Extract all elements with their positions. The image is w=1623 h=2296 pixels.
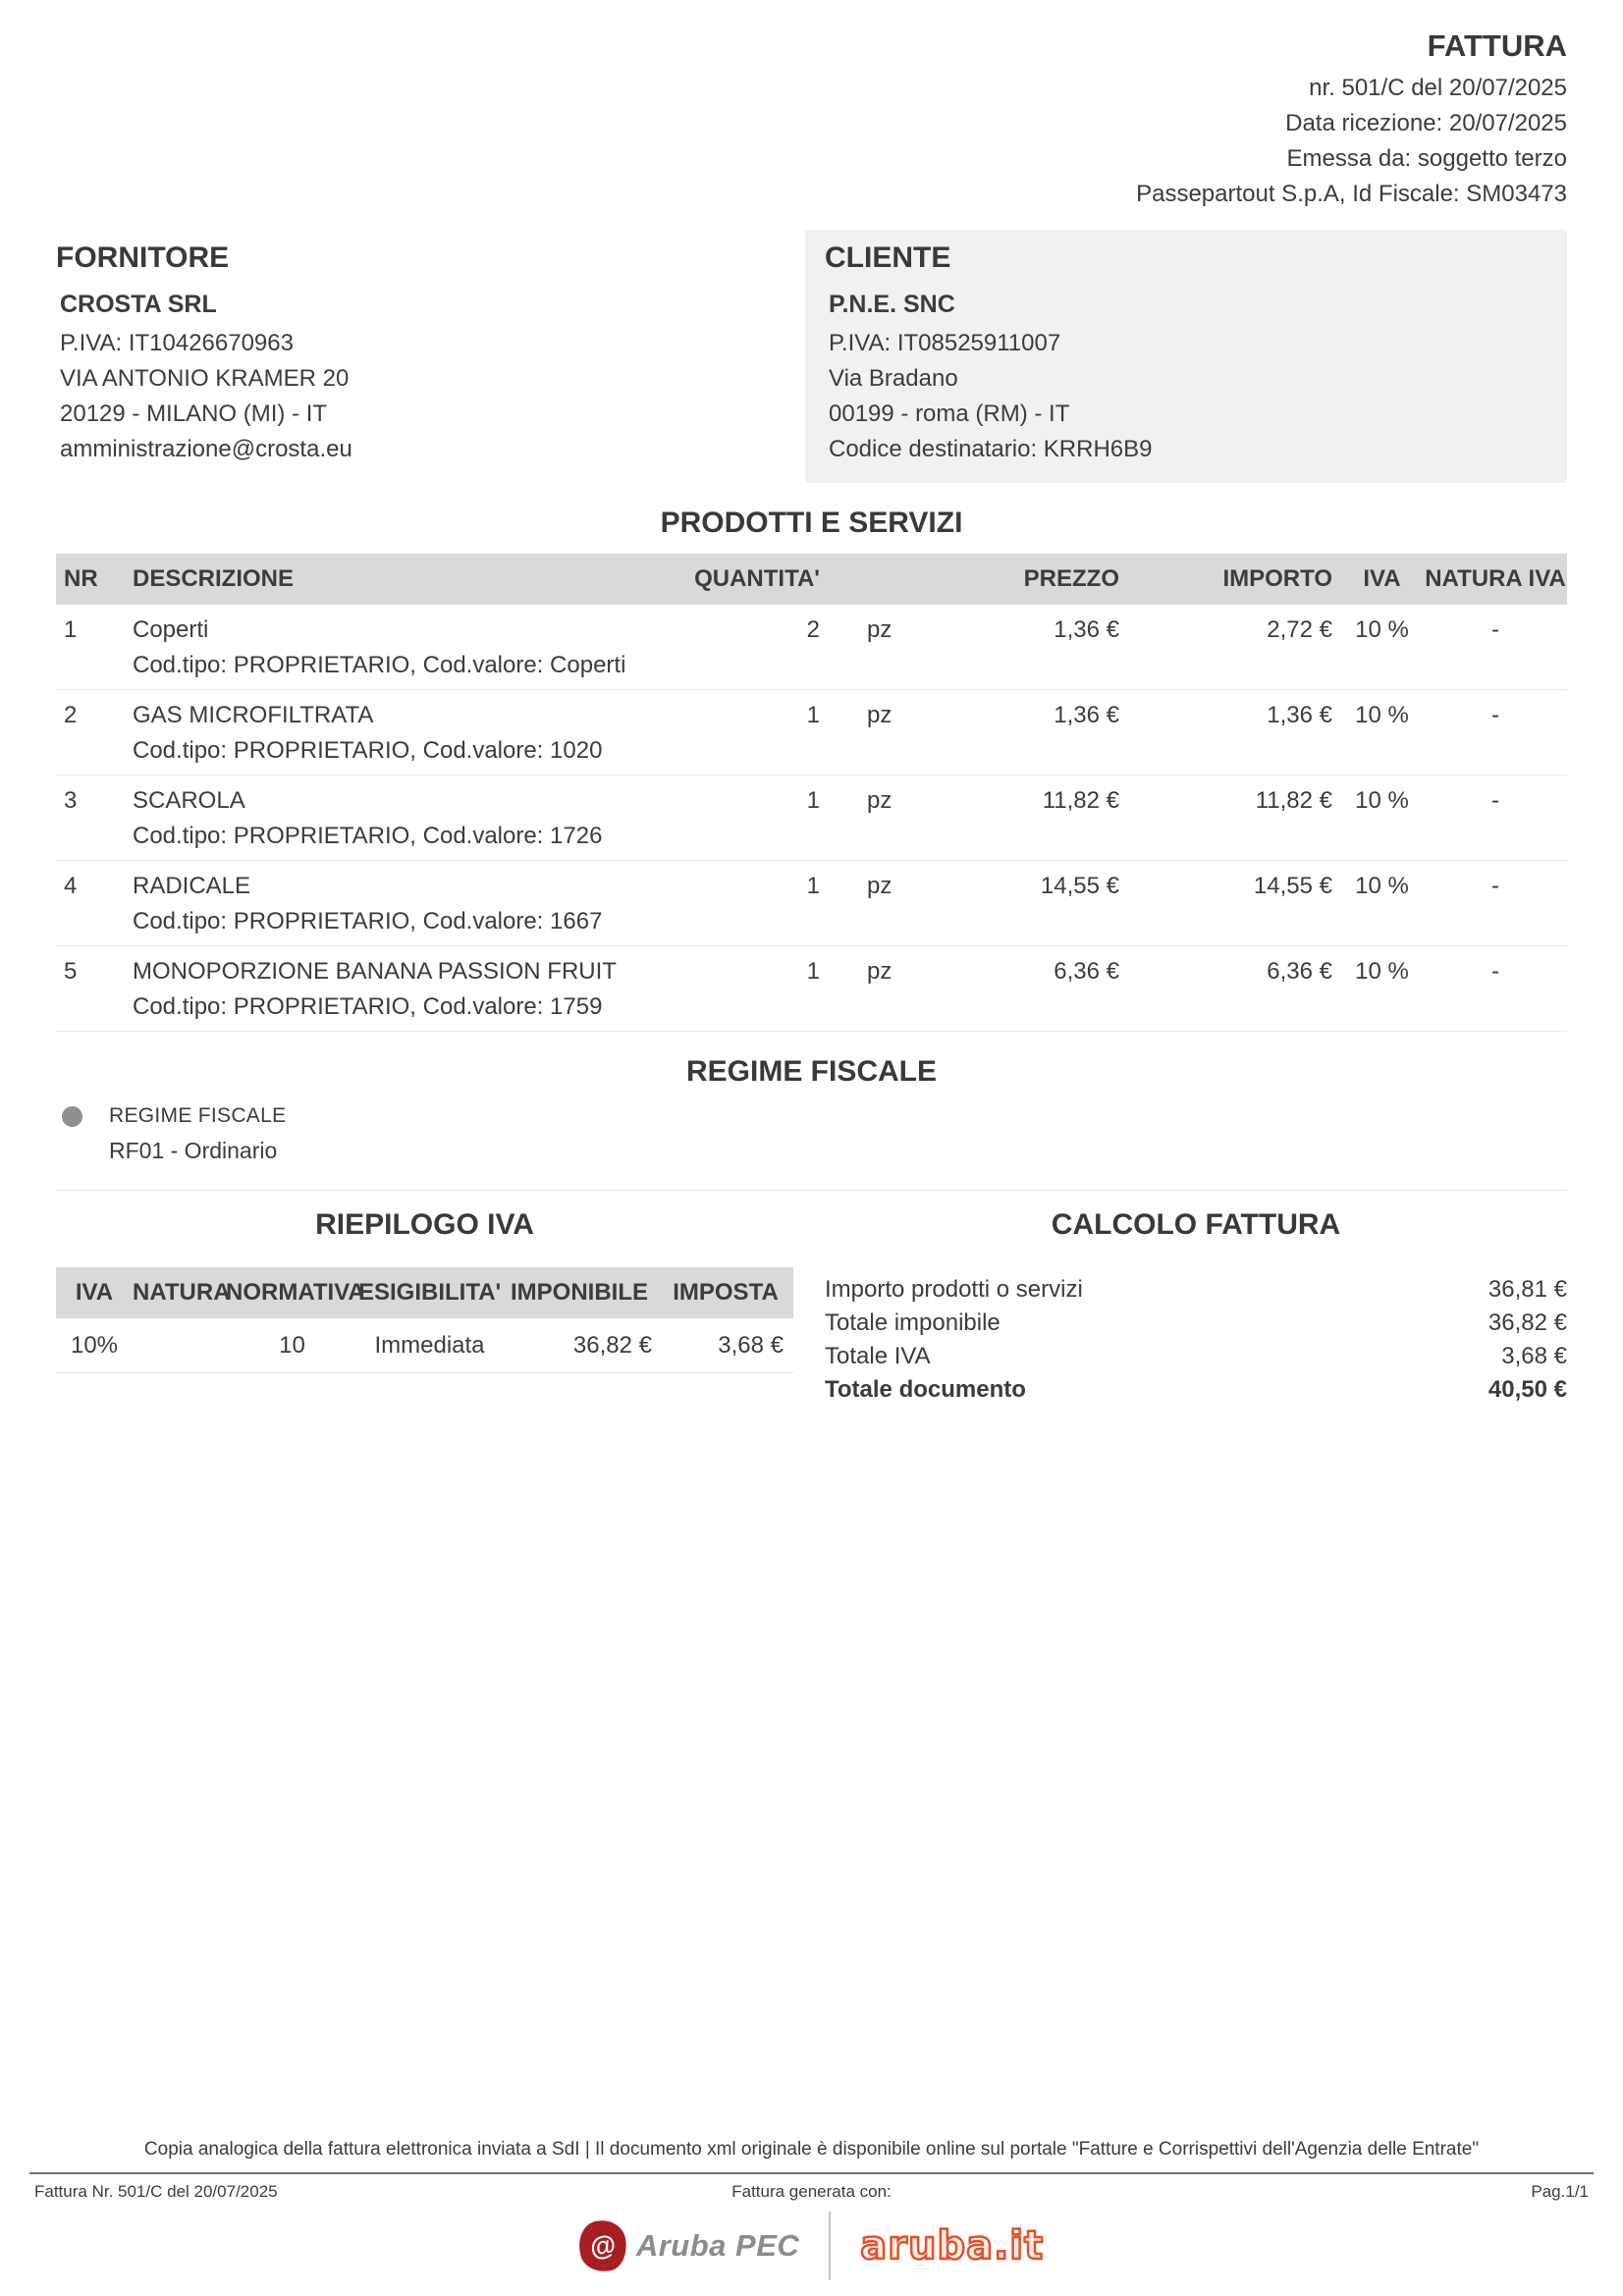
product-vat-nature: - bbox=[1491, 787, 1499, 814]
supplier-name: CROSTA SRL bbox=[60, 291, 217, 318]
supplier-heading: FORNITORE bbox=[56, 241, 230, 274]
vat-summary-table bbox=[56, 1267, 793, 1373]
product-unit: pz bbox=[867, 958, 893, 985]
product-amount: 11,82 € bbox=[1255, 787, 1332, 814]
vat-summary-title: RIEPILOGO IVA bbox=[315, 1208, 534, 1241]
header-price: PREZZO bbox=[1023, 565, 1119, 592]
product-quantity: 1 bbox=[806, 702, 820, 728]
vat-esigibilita-value: Immediata bbox=[374, 1331, 485, 1359]
footer-note: Copia analogica della fattura elettronica inviata a SdI | Il documento xml originale è disponibile online sul portale "Fatture e Corrispettivi dell'Agenzia delle Entrate" bbox=[143, 2139, 1480, 2160]
page-footer bbox=[0, 2139, 1623, 2296]
product-description: SCAROLA bbox=[133, 787, 245, 814]
reception-date-line: Data ricezione: 20/07/2025 bbox=[1285, 110, 1567, 136]
product-vat: 10 % bbox=[1355, 616, 1409, 643]
product-unit: pz bbox=[867, 616, 893, 643]
product-unit: pz bbox=[867, 702, 893, 728]
product-price: 1,36 € bbox=[1054, 616, 1119, 643]
supplier-address-street: VIA ANTONIO KRAMER 20 bbox=[60, 365, 350, 392]
footer-page-number: Pag.1/1 bbox=[1531, 2182, 1589, 2201]
customer-sdi-code: Codice destinatario: KRRH6B9 bbox=[829, 436, 1153, 462]
aruba-it-logo: aruba.it bbox=[860, 2223, 1045, 2269]
customer-heading: CLIENTE bbox=[825, 241, 951, 274]
supplier-section bbox=[56, 230, 748, 483]
product-amount: 2,72 € bbox=[1267, 616, 1332, 643]
parties-section bbox=[0, 230, 1623, 483]
product-amount: 1,36 € bbox=[1267, 702, 1332, 728]
product-price: 1,36 € bbox=[1054, 702, 1119, 728]
vat-imposta-value: 3,68 € bbox=[718, 1331, 784, 1359]
header-description: DESCRIZIONE bbox=[133, 565, 295, 592]
total-row bbox=[825, 1340, 1567, 1373]
product-nr: 1 bbox=[64, 616, 78, 643]
regime-item bbox=[56, 1104, 1567, 1128]
total-label: Importo prodotti o servizi bbox=[825, 1276, 1083, 1303]
product-description: RADICALE bbox=[133, 873, 251, 899]
product-amount: 6,36 € bbox=[1267, 958, 1332, 985]
product-unit: pz bbox=[867, 873, 893, 899]
product-nr: 4 bbox=[64, 873, 78, 899]
product-row bbox=[56, 605, 1567, 690]
vat-header-esigibilita: ESIGIBILITA' bbox=[358, 1279, 502, 1306]
product-vat: 10 % bbox=[1355, 702, 1409, 728]
totals-title: CALCOLO FATTURA bbox=[1051, 1208, 1341, 1241]
product-row bbox=[56, 946, 1567, 1032]
regime-value: RF01 - Ordinario bbox=[109, 1138, 278, 1163]
footer-rule bbox=[29, 2172, 1594, 2174]
customer-address-city: 00199 - roma (RM) - IT bbox=[829, 400, 1070, 427]
footer-logos bbox=[0, 2212, 1623, 2280]
product-description: Coperti bbox=[133, 616, 209, 643]
total-value: 3,68 € bbox=[1501, 1343, 1567, 1369]
header-quantity: QUANTITA' bbox=[694, 565, 820, 592]
product-vat: 10 % bbox=[1355, 787, 1409, 814]
header-nr: NR bbox=[64, 565, 98, 592]
regime-label: REGIME FISCALE bbox=[109, 1104, 287, 1127]
aruba-pec-logo bbox=[579, 2220, 799, 2271]
supplier-vat: P.IVA: IT10426670963 bbox=[60, 330, 294, 356]
invoice-number-line: nr. 501/C del 20/07/2025 bbox=[1309, 75, 1567, 101]
total-document-row bbox=[825, 1373, 1567, 1407]
total-value: 40,50 € bbox=[1488, 1376, 1567, 1403]
product-vat-nature: - bbox=[1491, 702, 1499, 728]
product-row bbox=[56, 861, 1567, 946]
product-vat-nature: - bbox=[1491, 958, 1499, 985]
product-quantity: 1 bbox=[806, 958, 820, 985]
product-quantity: 1 bbox=[806, 787, 820, 814]
product-code: Cod.tipo: PROPRIETARIO, Cod.valore: 1726 bbox=[133, 823, 603, 849]
product-unit: pz bbox=[867, 787, 893, 814]
product-nr: 5 bbox=[64, 958, 78, 985]
product-description: MONOPORZIONE BANANA PASSION FRUIT bbox=[133, 958, 617, 985]
aruba-pec-label: Aruba PEC bbox=[635, 2228, 800, 2263]
supplier-email: amministrazione@crosta.eu bbox=[60, 436, 352, 462]
product-price: 14,55 € bbox=[1040, 873, 1119, 899]
product-vat: 10 % bbox=[1355, 958, 1409, 985]
total-value: 36,82 € bbox=[1488, 1309, 1567, 1336]
header-vat-nature: NATURA IVA bbox=[1425, 565, 1566, 592]
header-amount: IMPORTO bbox=[1222, 565, 1332, 592]
product-vat-nature: - bbox=[1491, 616, 1499, 643]
vat-header-imposta: IMPOSTA bbox=[673, 1279, 779, 1306]
vat-header-imponibile: IMPONIBILE bbox=[510, 1279, 648, 1306]
vat-normativa-value: 10 bbox=[279, 1331, 305, 1359]
product-description: GAS MICROFILTRATA bbox=[133, 702, 374, 728]
total-label: Totale IVA bbox=[825, 1343, 931, 1369]
totals-section bbox=[825, 1201, 1567, 1407]
product-price: 11,82 € bbox=[1042, 787, 1119, 814]
document-header bbox=[0, 0, 1623, 212]
product-price: 6,36 € bbox=[1054, 958, 1119, 985]
product-code: Cod.tipo: PROPRIETARIO, Cod.valore: 1667 bbox=[133, 908, 603, 934]
vat-summary-header bbox=[56, 1267, 793, 1318]
vat-header-iva: IVA bbox=[75, 1279, 114, 1306]
product-nr: 3 bbox=[64, 787, 78, 814]
product-row bbox=[56, 690, 1567, 775]
summary-section bbox=[0, 1201, 1623, 1407]
product-row bbox=[56, 775, 1567, 861]
product-code: Cod.tipo: PROPRIETARIO, Cod.valore: 1020 bbox=[133, 737, 603, 764]
product-quantity: 2 bbox=[806, 616, 820, 643]
product-vat-nature: - bbox=[1491, 873, 1499, 899]
product-quantity: 1 bbox=[806, 873, 820, 899]
customer-address-street: Via Bradano bbox=[829, 365, 958, 392]
footer-doc-ref: Fattura Nr. 501/C del 20/07/2025 bbox=[34, 2182, 278, 2201]
product-code: Cod.tipo: PROPRIETARIO, Cod.valore: 1759 bbox=[133, 993, 603, 1020]
footer-generated-with: Fattura generata con: bbox=[731, 2182, 892, 2201]
product-vat: 10 % bbox=[1355, 873, 1409, 899]
supplier-details bbox=[56, 287, 748, 467]
product-nr: 2 bbox=[64, 702, 78, 728]
vat-imponibile-value: 36,82 € bbox=[572, 1331, 652, 1359]
product-amount: 14,55 € bbox=[1253, 873, 1332, 899]
issued-by-line: Emessa da: soggetto terzo bbox=[1286, 145, 1567, 172]
wax-seal-at-icon: @ bbox=[575, 2216, 630, 2275]
fiscal-id-line: Passepartout S.p.A, Id Fiscale: SM03473 bbox=[1136, 181, 1567, 207]
vat-rate-value: 10% bbox=[70, 1331, 119, 1359]
total-row bbox=[825, 1273, 1567, 1307]
vat-summary-row bbox=[56, 1318, 793, 1373]
total-label: Totale documento bbox=[825, 1376, 1026, 1403]
vat-summary-section bbox=[56, 1201, 793, 1407]
customer-section bbox=[805, 230, 1567, 483]
vat-header-natura: NATURA bbox=[133, 1279, 231, 1306]
products-table-header bbox=[56, 554, 1567, 605]
products-table bbox=[56, 554, 1567, 1032]
supplier-address-city: 20129 - MILANO (MI) - IT bbox=[60, 400, 328, 427]
customer-details bbox=[825, 287, 1547, 467]
vat-header-normativa: NORMATIVA bbox=[226, 1279, 365, 1306]
total-value: 36,81 € bbox=[1488, 1276, 1567, 1303]
header-vat: IVA bbox=[1363, 565, 1401, 592]
total-row bbox=[825, 1307, 1567, 1340]
customer-vat: P.IVA: IT08525911007 bbox=[829, 330, 1061, 356]
logo-divider bbox=[829, 2212, 831, 2280]
totals-rows bbox=[825, 1273, 1567, 1407]
footer-bar bbox=[34, 2182, 1589, 2204]
total-label: Totale imponibile bbox=[825, 1309, 1001, 1336]
products-title: PRODOTTI E SERVIZI bbox=[660, 507, 963, 539]
product-code: Cod.tipo: PROPRIETARIO, Cod.valore: Coperti bbox=[133, 652, 626, 678]
regime-title: REGIME FISCALE bbox=[685, 1055, 937, 1088]
bullet-circle-icon bbox=[62, 1106, 82, 1127]
document-title: FATTURA bbox=[1427, 28, 1567, 63]
section-divider bbox=[56, 1190, 1567, 1191]
customer-name: P.N.E. SNC bbox=[829, 291, 955, 318]
